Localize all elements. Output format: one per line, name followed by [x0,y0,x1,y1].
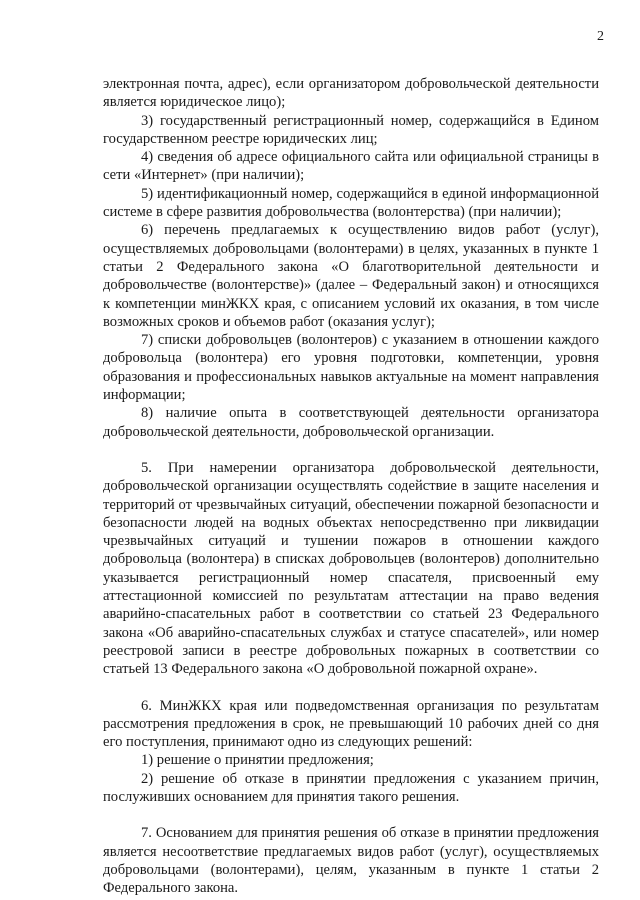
paragraph-item-4-website: 4) сведения об адресе официального сайта или официальной страницы в сети «Интернет» (при наличии); [103,149,599,184]
document-body [103,75,599,897]
paragraph-item-8-experience: 8) наличие опыта в соответствующей деятельности организатора добровольческой деятельности, добровольческой организации. [103,405,599,440]
paragraph-section-6-decision: 6. МинЖКХ края или подведомственная организация по результатам рассмотрения предложения в срок, не превышающий 10 рабочих дней со дня его поступления, принимают одно из следующих решений: [103,697,599,751]
paragraph-section-5-rescuer-number: 5. При намерении организатора добровольческой деятельности, добровольческой организации осуществлять содействие в защите населения и территорий от чрезвычайных ситуаций, обеспечении пожарной безопасности и безопасности людей на водных объектах непосредственно при ликвидации чрезвычайных ситуаций и тушении пожаров в отношении каждого добровольца (волонтера) в списках добровольцев (волонтеров) дополнительно указывается регистрационный номер спасателя, присвоенный ему аттестационной комиссией по результатам аттестации на право ведения аварийно-спасательных работ в соответствии со статьей 23 Федерального закона «Об аварийно-спасательных службах и статусе спасателей», или номер реестровой записи в реестре добровольных пожарных в соответствии со статьей 13 Федерального закона «О добровольной пожарной охране». [103,459,599,678]
paragraph-item-7-volunteer-lists: 7) списки добровольцев (волонтеров) с указанием в отношении каждого добровольца (волонтера) его уровня подготовки, компетенции, уровня образования и профессиональных навыков актуальные на момент направления информации; [103,332,599,404]
page-number: 2 [597,29,604,44]
paragraph-item-5-identification-number: 5) идентификационный номер, содержащийся в единой информационной системе в сфере развития добровольчества (волонтерства) (при наличии); [103,185,599,221]
paragraph-decision-accept: 1) решение о принятии предложения; [141,752,374,769]
paragraph-decision-refuse: 2) решение об отказе в принятии предложения с указанием причин, послуживших основанием для принятия такого решения. [103,770,599,805]
paragraph-section-7-refusal-grounds: 7. Основанием для принятия решения об отказе в принятии предложения является несоответствие предлагаемых видов работ (услуг), осуществляемых добровольцами (волонтерами), целям, указанным в пункте 1 статьи 2 Федерального закона. [103,825,599,897]
paragraph-email-address-continuation: электронная почта, адрес), если организатором добровольческой деятельности является юридическое лицо); [103,76,599,111]
paragraph-item-6-work-list: 6) перечень предлагаемых к осуществлению видов работ (услуг), осуществляемых добровольцами (волонтерами) в целях, указанных в пункте 1 статьи 2 Федерального закона «О благотворительной деятельности и добровольчестве (волонтерстве)» (далее – Федеральный закон) и относящихся к компетенции минЖКХ края, с описанием условий их оказания, в том числе возможных сроков и объемов работ (оказания услуг); [103,222,599,330]
paragraph-item-3-registration-number: 3) государственный регистрационный номер, содержащийся в Едином государственном реестре юридических лиц; [103,112,599,147]
